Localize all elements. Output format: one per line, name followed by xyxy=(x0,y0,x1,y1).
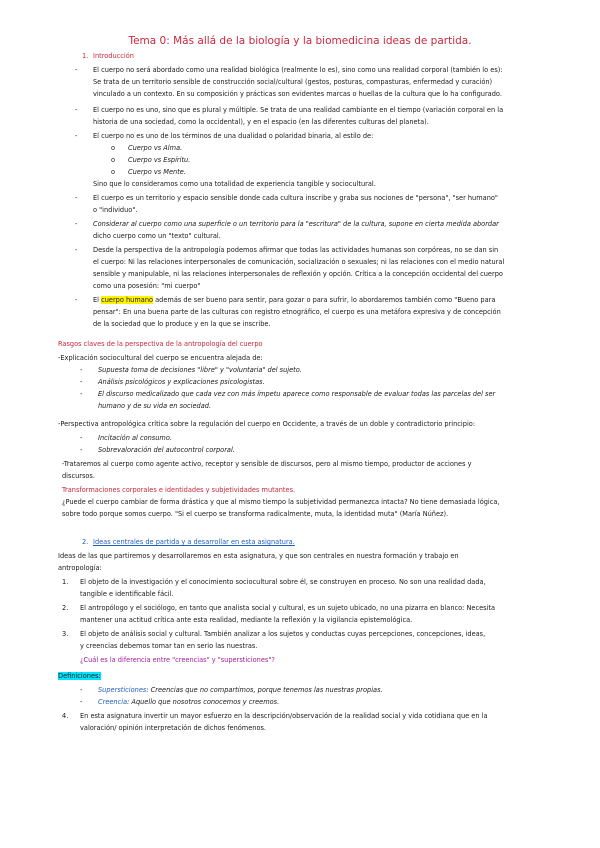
paragraph-line: el cuerpo: Ni las relaciones interpersonales de comunicación, socialización o sexuales; ni las relaciones con el medio natural xyxy=(93,258,505,266)
list-item: Cuerpo vs Mente. xyxy=(128,168,186,176)
paragraph-line: En esta asignatura invertir un mayor esfuerzo en la descripción/observación de la realidad social y vida cotidiana que en la xyxy=(80,712,488,720)
paragraph-line: antropología: xyxy=(58,564,102,572)
paragraph-line: -Explicación sociocultural del cuerpo se encuentra alejada de: xyxy=(58,354,263,362)
rasgos-heading: Rasgos claves de la perspectiva de la antropología del cuerpo xyxy=(58,340,263,348)
bullet-dash: - xyxy=(80,390,83,398)
paragraph-line: Considerar al cuerpo como una superficie o un territorio para la "escritura" de la cultura, supone en cierta medida abordar xyxy=(93,220,499,228)
definitions-label-text: Definiciones: xyxy=(58,672,101,680)
transform-heading: Transformaciones corporales e identidades y subjetividades mutantes. xyxy=(62,486,296,494)
paragraph-line: de la sociedad que lo produce y en la que se inscribe. xyxy=(93,320,271,328)
bullet-circle: o xyxy=(111,168,116,176)
list-number: 2. xyxy=(62,604,69,612)
bullet-dash: - xyxy=(80,434,83,442)
paragraph-line: El cuerpo no será abordado como una realidad biológica (realmente lo es), sino como una realidad corporal (también lo es): xyxy=(93,66,503,74)
bullet-circle: o xyxy=(111,156,116,164)
list-item: Análisis psicológicos y explicaciones psicologistas. xyxy=(98,378,265,386)
bullet-dash: - xyxy=(80,378,83,386)
list-item: El discurso medicalizado que cada vez con más ímpetu aparece como responsable de evaluar todas las parcelas del ser xyxy=(98,390,496,398)
paragraph-line xyxy=(93,296,495,305)
list-item: Incitación al consumo. xyxy=(98,434,172,442)
bullet-dash: - xyxy=(75,246,78,254)
definition-item xyxy=(98,698,279,707)
bullet-dash: - xyxy=(75,132,78,140)
bullet-dash: - xyxy=(80,686,83,694)
paragraph-line: Se trata de un territorio sensible de construcción social/cultural (gestos, posturas, compasturas, enfermedad y curación) xyxy=(93,78,493,86)
section-1-heading: Introducción xyxy=(93,52,134,60)
page-title: Tema 0: Más allá de la biología y la biomedicina ideas de partida. xyxy=(128,35,472,47)
text-run: además de ser bueno para sentir, para gozar o para sufrir, lo abordaremos también como "Bueno para xyxy=(153,296,496,304)
paragraph-line: Ideas de las que partiremos y desarrollaremos en esta asignatura, y que son centrales en nuestra formación y trabajo en xyxy=(58,552,459,560)
section-2-number: 2. xyxy=(82,538,89,546)
text-run: El xyxy=(93,296,102,304)
paragraph-line: pensar": En una buena parte de las culturas con registro etnográfico, el cuerpo es una metáfora expresiva y de concepción xyxy=(93,308,501,316)
highlighted-term: cuerpo humano xyxy=(101,296,154,304)
paragraph-line: El objeto de análisis social y cultural. También analizar a los sujetos y conductas cuyas percepciones, concepciones, ideas, xyxy=(80,630,486,638)
paragraph-line: tangible e identificable fácil. xyxy=(80,590,174,598)
list-item: Cuerpo vs Espíritu. xyxy=(128,156,191,164)
bullet-dash: - xyxy=(80,698,83,706)
paragraph-line: El cuerpo no es uno de los términos de una dualidad o polaridad binaria, al estilo de: xyxy=(93,132,374,140)
bullet-dash: - xyxy=(75,296,78,304)
paragraph-line: -Trataremos al cuerpo como agente activo, receptor y sensible de discursos, pero al mismo tiempo, productor de acciones y xyxy=(62,460,472,468)
paragraph-line: como una posesión: "mi cuerpo" xyxy=(93,282,201,290)
bullet-dash: - xyxy=(80,446,83,454)
paragraph-line: dicho cuerpo como un "texto" cultural. xyxy=(93,232,221,240)
definitions-label xyxy=(58,672,101,681)
paragraph-line: valoración/ opinión interpretación de dichos fenómenos. xyxy=(80,724,267,732)
paragraph-line: y creencias debemos tomar tan en serio las nuestras. xyxy=(80,642,258,650)
bullet-dash: - xyxy=(75,66,78,74)
list-number: 3. xyxy=(62,630,69,638)
list-item: Sobrevaloración del autocontrol corporal. xyxy=(98,446,235,454)
paragraph-line: sensible y manipulable, ni las relaciones interpersonales de reflexión y opción. Crítica a la concepción occidental del cuerpo xyxy=(93,270,503,278)
definition-text: : Aquello que nosotros conocemos y creemos. xyxy=(127,698,280,706)
question-line: ¿Cuál es la diferencia entre "creencias" y "supersticiones"? xyxy=(80,656,275,664)
list-item: humano y de su vida en sociedad. xyxy=(98,402,212,410)
paragraph-line: ¿Puede el cuerpo cambiar de forma drástica y que al mismo tiempo la subjetividad permanezca intacta? No tiene demasiada lógica, xyxy=(62,498,500,506)
paragraph-line: El objeto de la investigación y el conocimiento sociocultural sobre él, se construyen en proceso. No son una realidad dada, xyxy=(80,578,486,586)
paragraph-line: mantener una actitud crítica ante esta realidad, mediante la reflexión y la vigilancia epistemológica. xyxy=(80,616,413,624)
definition-text: : Creencias que no compartimos, porque tenemos las nuestras propias. xyxy=(146,686,383,694)
paragraph-line: o "individuo". xyxy=(93,206,138,214)
bullet-dash: - xyxy=(75,106,78,114)
paragraph-line: historia de una sociedad, como la occidental), y en el espacio (en las diferentes culturas del planeta). xyxy=(93,118,429,126)
paragraph-line: discursos. xyxy=(62,472,95,480)
paragraph-line: Sino que lo consideramos como una totalidad de experiencia tangible y sociocultural. xyxy=(93,180,376,188)
bullet-circle: o xyxy=(111,144,116,152)
bullet-dash: - xyxy=(80,366,83,374)
definition-item xyxy=(98,686,383,695)
list-number: 4. xyxy=(62,712,69,720)
paragraph-line: El antropólogo y el sociólogo, en tanto que analista social y cultural, es un sujeto ubicado, no una pizarra en blanco: Necesita xyxy=(80,604,496,612)
paragraph-line: vinculado a un contexto. En su composición y prácticas son evidentes marcas o huellas de la cultura que lo ha configurado. xyxy=(93,90,502,98)
section-1-number: 1. xyxy=(82,52,89,60)
paragraph-line: -Perspectiva antropológica crítica sobre la regulación del cuerpo en Occidente, a través de un doble y contradictorio principio: xyxy=(58,420,476,428)
bullet-dash: - xyxy=(75,220,78,228)
list-number: 1. xyxy=(62,578,69,586)
paragraph-line: Desde la perspectiva de la antropología podemos afirmar que todas las actividades humanas son corpóreas, no se dan sin xyxy=(93,246,499,254)
bullet-dash: - xyxy=(75,194,78,202)
section-2-heading: Ideas centrales de partida y a desarrollar en esta asignatura. xyxy=(93,538,295,546)
paragraph-line: El cuerpo no es uno, sino que es plural y múltiple. Se trata de una realidad cambiante en el tiempo (variación corporal en la xyxy=(93,106,504,114)
definition-term: Supersticiones xyxy=(98,686,147,694)
paragraph-line: El cuerpo es un territorio y espacio sensible donde cada cultura inscribe y graba sus nociones de "persona", "ser humano" xyxy=(93,194,498,202)
list-item: Supuesta toma de decisiones "libre" y "voluntaria" del sujeto. xyxy=(98,366,302,374)
paragraph-line: sobre todo porque somos cuerpo. "Si el cuerpo se transforma radicalmente, muta, la identidad muta" (María Núñez). xyxy=(62,510,449,518)
list-item: Cuerpo vs Alma. xyxy=(128,144,183,152)
definition-term: Creencia xyxy=(98,698,128,706)
